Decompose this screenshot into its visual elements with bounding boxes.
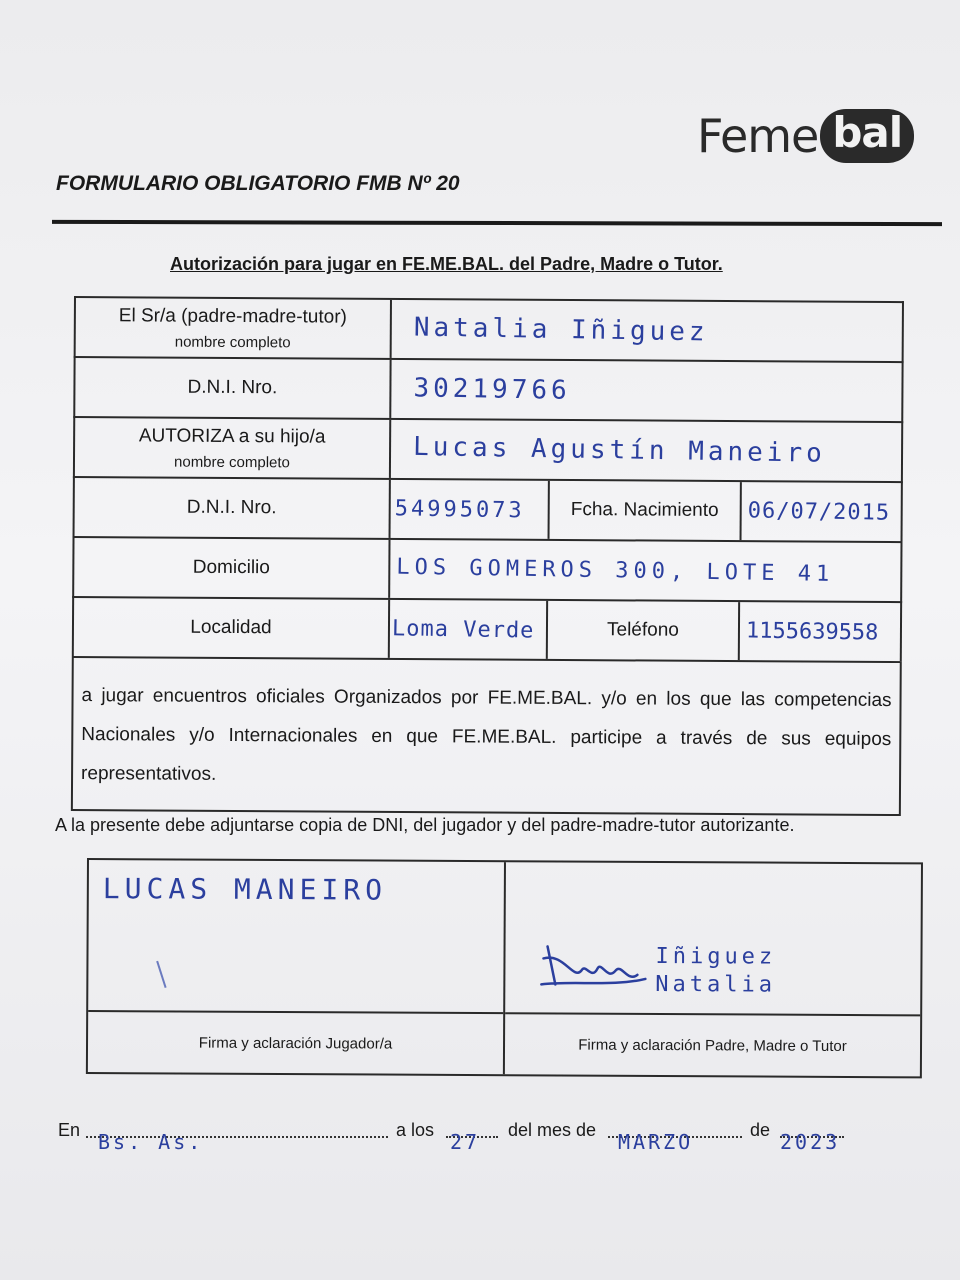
- player-signature-column: [88, 860, 506, 1074]
- place-field[interactable]: [86, 1118, 388, 1154]
- field-guardian-name[interactable]: [392, 300, 902, 361]
- form-subtitle: Autorización para jugar en FE.ME.BAL. del Padre, Madre o Tutor.: [170, 254, 723, 274]
- attachment-note: A la presente debe adjuntarse copia de DNI, del jugador y del padre-madre-tutor autorizante.: [55, 815, 795, 835]
- player-signature-name: LUCAS MANEIRO: [102, 872, 388, 907]
- label-guardian-dni: [75, 358, 391, 418]
- player-signature-box[interactable]: [88, 860, 504, 1014]
- footer-a-los: a los: [396, 1120, 435, 1140]
- field-phone[interactable]: [740, 602, 900, 661]
- row-child-name: [73, 416, 903, 481]
- tutor-surname: Iñiguez: [655, 943, 777, 970]
- label-guardian-dni-text: D.N.I. Nro.: [187, 376, 278, 399]
- header-divider: [52, 220, 942, 226]
- field-child-name[interactable]: [391, 420, 901, 481]
- tutor-firstname: Natalia: [655, 971, 777, 998]
- label-child-text: AUTORIZA a su hijo/a: [138, 424, 326, 448]
- footer-del-mes: del mes de: [508, 1120, 597, 1140]
- place-value: Bs. As.: [98, 1130, 204, 1154]
- label-address: [74, 538, 390, 598]
- month-value: MARZO: [618, 1130, 694, 1154]
- label-child-dni: [75, 478, 391, 538]
- label-address-text: Domicilio: [192, 556, 270, 579]
- field-guardian-dni[interactable]: [391, 360, 901, 421]
- row-address: [72, 536, 902, 601]
- label-guardian-sub: nombre completo: [174, 333, 291, 351]
- pen-mark: [156, 961, 166, 988]
- femebal-logo: [697, 106, 914, 166]
- handwritten-signature: [533, 940, 653, 1001]
- row-child-dni: [73, 476, 903, 541]
- date-place-line: [58, 1108, 878, 1154]
- field-child-dni[interactable]: [391, 480, 550, 539]
- guardian-dni-value: 30219766: [413, 373, 571, 406]
- row-locality: [72, 596, 902, 661]
- child-dni-value: 54995073: [394, 495, 525, 523]
- authorization-table: [71, 296, 904, 816]
- label-guardian: [76, 298, 392, 358]
- phone-value: 1155639558: [745, 617, 879, 646]
- label-phone: Teléfono: [548, 601, 740, 660]
- row-guardian-name: [74, 296, 904, 361]
- label-birth-date: Fcha. Nacimiento: [550, 481, 742, 540]
- day-field[interactable]: [446, 1118, 498, 1154]
- guardian-name-value: Natalia Iñiguez: [413, 312, 709, 348]
- field-locality[interactable]: [390, 600, 548, 659]
- footer-de: de: [750, 1120, 771, 1140]
- field-address[interactable]: [390, 540, 900, 601]
- birth-date-value: 06/07/2015: [747, 497, 891, 526]
- field-birth-date[interactable]: [742, 482, 901, 541]
- footer-en: En: [58, 1120, 81, 1140]
- player-signature-label: Firma y aclaración Jugador/a: [198, 1034, 393, 1053]
- row-guardian-dni: [73, 356, 903, 421]
- label-locality: [74, 598, 390, 658]
- label-child: [75, 418, 391, 478]
- tutor-signature-column: [505, 862, 921, 1076]
- signature-table: [86, 858, 923, 1078]
- form-title: FORMULARIO OBLIGATORIO FMB Nº 20: [56, 172, 460, 195]
- month-field[interactable]: [608, 1118, 742, 1154]
- label-locality-text: Localidad: [190, 616, 272, 639]
- day-value: 27: [450, 1130, 481, 1154]
- logo-text-part1: Feme: [697, 109, 819, 163]
- child-name-value: Lucas Agustín Maneiro: [412, 431, 827, 469]
- authorization-paragraph: a jugar encuentros oficiales Organizados por FE.ME.BAL. y/o en los que las competencias Nacionales y/o Internacionales en que FE.ME.BAL. participe a través de sus equipos representativos.: [71, 656, 902, 816]
- tutor-signature-name: [655, 943, 776, 1000]
- logo-text-part2: bal: [820, 109, 914, 163]
- year-value: 2023: [780, 1130, 841, 1154]
- address-value: LOS GOMEROS 300, LOTE 41: [396, 554, 835, 587]
- label-guardian-text: El Sr/a (padre-madre-tutor): [118, 304, 347, 328]
- label-child-dni-text: D.N.I. Nro.: [186, 496, 277, 519]
- year-field[interactable]: [780, 1118, 844, 1154]
- tutor-signature-label: Firma y aclaración Padre, Madre o Tutor: [578, 1036, 847, 1055]
- label-child-sub: nombre completo: [173, 453, 290, 471]
- tutor-signature-box[interactable]: [505, 862, 921, 1016]
- locality-value: Loma Verde: [391, 615, 535, 644]
